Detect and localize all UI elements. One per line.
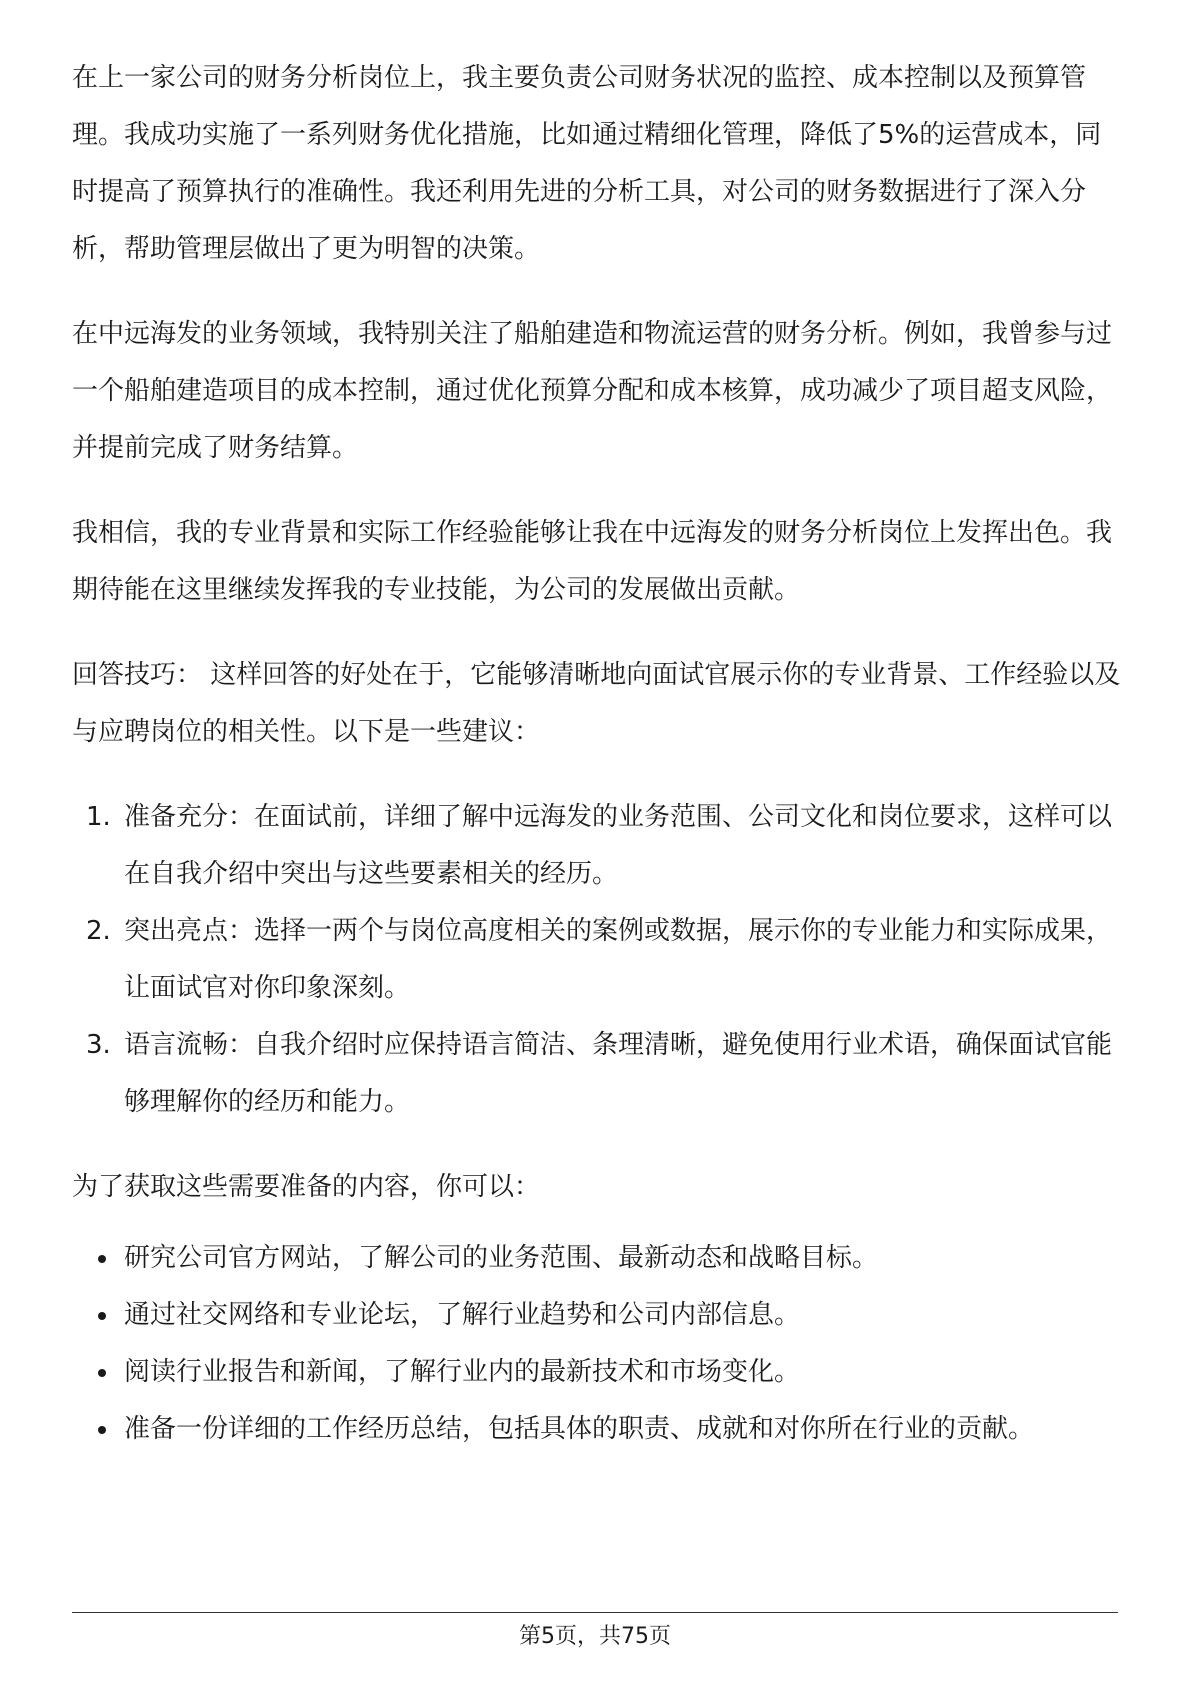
footer-divider: [72, 1612, 1118, 1613]
list-number: 3.: [86, 1030, 111, 1060]
list-item: [72, 789, 1122, 903]
list-item-text: 语言流畅：自我介绍时应保持语言简洁、条理清晰，避免使用行业术语，确保面试官能够理解你的经历和能力。: [124, 1030, 1113, 1117]
paragraph-previous-role: 在上一家公司的财务分析岗位上，我主要负责公司财务状况的监控、成本控制以及预算管理。我成功实施了一系列财务优化措施，比如通过精细化管理，降低了5%的运营成本，同时提高了预算执行的准确性。我还利用先进的分析工具，对公司的财务数据进行了深入分析，帮助管理层做出了更为明智的决策。: [72, 63, 1102, 264]
document-body: [72, 50, 1122, 1458]
list-item-text: 通过社交网络和专业论坛，了解行业趋势和公司内部信息。: [124, 1300, 801, 1330]
list-number: 2.: [86, 916, 111, 946]
list-item: [72, 903, 1122, 1017]
list-item-text: 突出亮点：选择一两个与岗位高度相关的案例或数据，展示你的专业能力和实际成果，让面试官对你印象深刻。: [124, 916, 1113, 1003]
list-item-text: 阅读行业报告和新闻，了解行业内的最新技术和市场变化。: [124, 1357, 801, 1387]
list-item: [72, 1230, 1122, 1287]
page-number: 第5页，共75页: [519, 1624, 671, 1649]
paragraph-industry-focus: 在中远海发的业务领域，我特别关注了船舶建造和物流运营的财务分析。例如，我曾参与过一个船舶建造项目的成本控制，通过优化预算分配和成本核算，成功减少了项目超支风险，并提前完成了财务结算。: [72, 319, 1113, 463]
paragraph-confidence: 我相信，我的专业背景和实际工作经验能够让我在中远海发的财务分析岗位上发挥出色。我期待能在这里继续发挥我的专业技能，为公司的发展做出贡献。: [72, 518, 1113, 605]
paragraph-sources-intro: 为了获取这些需要准备的内容，你可以：: [72, 1172, 541, 1202]
paragraph-answer-tips: 回答技巧： 这样回答的好处在于，它能够清晰地向面试官展示你的专业背景、工作经验以及与应聘岗位的相关性。以下是一些建议：: [72, 660, 1121, 747]
tips-list: [72, 789, 1122, 1131]
bullet-icon: [98, 1369, 106, 1377]
list-item-text: 准备充分：在面试前，详细了解中远海发的业务范围、公司文化和岗位要求，这样可以在自我介绍中突出与这些要素相关的经历。: [124, 802, 1113, 889]
list-item-text: 研究公司官方网站，了解公司的业务范围、最新动态和战略目标。: [124, 1243, 879, 1273]
bullet-icon: [98, 1312, 106, 1320]
list-item: [72, 1401, 1122, 1458]
list-item-text: 准备一份详细的工作经历总结，包括具体的职责、成就和对你所在行业的贡献。: [124, 1414, 1035, 1444]
bullet-icon: [98, 1255, 106, 1263]
list-number: 1.: [86, 802, 111, 832]
list-item: [72, 1017, 1122, 1131]
bullet-icon: [98, 1426, 106, 1434]
list-item: [72, 1344, 1122, 1401]
list-item: [72, 1287, 1122, 1344]
sources-list: [72, 1224, 1122, 1458]
